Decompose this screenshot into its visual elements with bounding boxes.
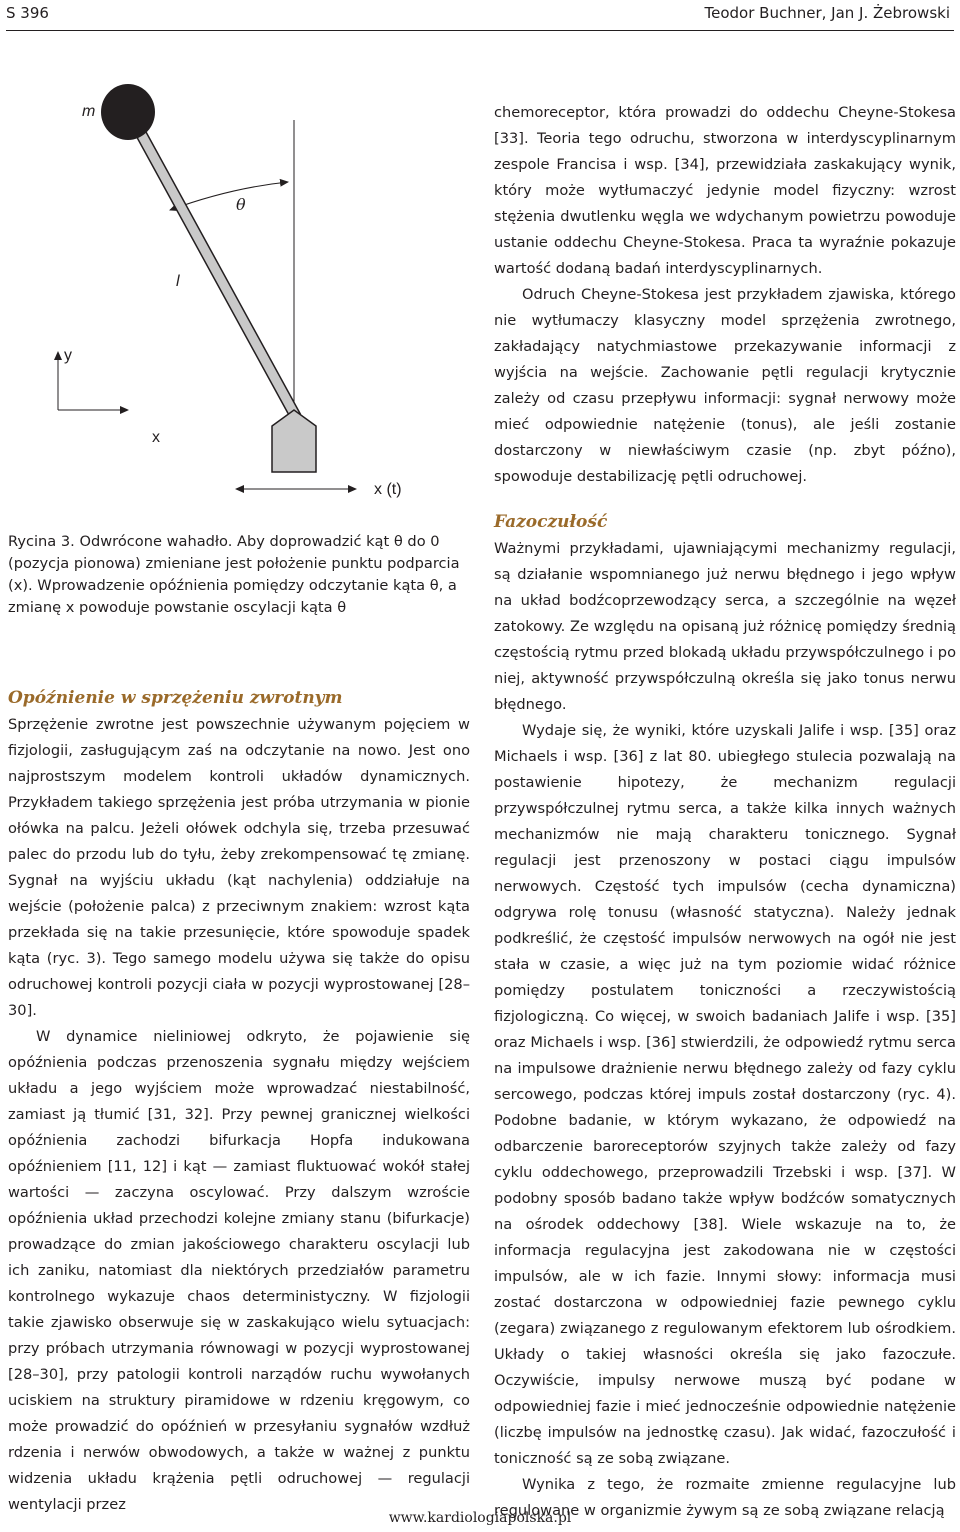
- footer-url: www.kardiologiapolska.pl: [388, 1510, 572, 1526]
- section-heading-phase-sensitivity: Fazoczułość: [494, 512, 608, 532]
- header-rule: [6, 30, 954, 31]
- paragraph: Odruch Cheyne-Stokesa jest przykładem zjawiska, którego nie wytłumaczy klasyczny model sprzężenia zwrotnego, zakładający natychmiastowe przekazywanie informacji z wyjścia na wejście. Zachowanie pętli regulacji krytycznie zależy od czasu przepływu informacji: sygnał nerwowy może mieć odpowiednie natężenie (tonus), ale jeśli zostanie dostarczony w niewłaściwym czasie (np. zbyt późno), spowoduje destabilizację pętli odruchowej.: [494, 286, 956, 485]
- right-column-top: [494, 100, 956, 490]
- paragraph: W dynamice nieliniowej odkryto, że pojawienie się opóźnienia podczas przenoszenia sygnału między wejściem układu a jego wyjściem może wprowadzać niestabilność, zamiast ją tłumić [31, 32]. Przy pewnej granicznej wielkości opóźnienia zachodzi bifurkacja Hopfa indukowana opóźnieniem [11, 12] i kąt — zamiast fluktuować wokół stałej wartości — zaczyna oscylować. Przy dalszym wzroście opóźnienia układ przechodzi kolejne zmiany stanu (bifurkacje) prowadzące do zmian jakościowego charakteru oscylacji lub ich zaniku, natomiast dla niektórych przedziałów parametru kontrolnego wykazuje chaos deterministyczny. W fizjologii takie zjawisko obserwuje się w zaskakująco wielu sytuacjach: przy próbach utrzymania równowagi w pozycji wyprostowanej [28–30], przy patologii kontroli narządów ruchu wywołanych uciskiem na struktury piramidowe w rdzeniu kręgowym, co może prowadzić do opóźnień w przesyłaniu sygnałów wzdłuż rdzenia i nerwów obwodowych, a także w ważnej z punktu widzenia układu krążenia pętli odruchowej — regulacji wentylacji przez: [8, 1028, 470, 1513]
- inverted-pendulum-figure: [0, 80, 480, 510]
- running-header-authors: Teodor Buchner, Jan J. Żebrowski: [704, 4, 950, 22]
- label-mass: m: [82, 103, 96, 120]
- paragraph: Sprzężenie zwrotne jest powszechnie używanym pojęciem w fizjologii, zasługującym zaś na odczytanie na nowo. Jest ono najprostszym modelem kontroli układów dynamicznych. Przykładem takiego sprzężenia jest próba utrzymania w pionie ołówka na palcu. Jeżeli ołówek odchyla się, trzeba przesuwać palec do przodu lub do tyłu, żeby zrekompensować tę zmianę. Sygnał na wyjściu układu (kąt nachylenia) oddziałuje na wejście (położenie palca) z przeciwnym znakiem: wzrost kąta przekłada się na takie przesunięcie, które spowoduje spadek kąta (ryc. 3). Tego samego modelu używa się także do opisu odruchowej kontroli pozycji ciała w pozycji wyprostowanej [28–30].: [8, 716, 470, 1019]
- paragraph: Ważnymi przykładami, ujawniającymi mechanizmy regulacji, są działanie wspomnianego już nerwu błędnego i jego wpływ na układ bodźcoprzewodzący serca, a szczególnie na węzeł zatokowy. Ze względu na opisaną już różnicę pomiędzy średnią częstością rytmu przed blokadą układu przywspółczulnego i po niej, aktywność przywspółczulną określa się jako tonus nerwu błędnego.: [494, 540, 956, 713]
- support-cart: [272, 410, 316, 472]
- paragraph: Wynika z tego, że rozmaite zmienne regulacyjne lub regulowane w organizmie żywym są ze sobą związane relacją: [494, 1476, 956, 1519]
- pendulum-rod-fill: [128, 110, 296, 417]
- figure-caption-label: Rycina 3.: [8, 533, 75, 550]
- paragraph: Wydaje się, że wyniki, które uzyskali Jalife i wsp. [35] oraz Michaels i wsp. [36] z lat 80. ubiegłego stulecia pozwalają na postawienie hipotezy, że mechanizm regulacji przywspółczulnej rytmu serca, a także kilka innych ważnych mechanizmów nie mają charakteru tonicznego. Sygnał regulacji jest przenoszony w postaci ciągu impulsów nerwowych. Częstość tych impulsów (cecha dynamiczna) odgrywa rolę tonusu (własność statyczna). Należy jednak podkreślić, że częstość impulsów nerwowych na ogół nie jest stała w czasie, a więc już na tym poziomie widać różnice pomiędzy postulatem toniczności a rzeczywistością fizjologiczną. Co więcej, w swoich badaniach Jalife i wsp. [35] oraz Michaels i wsp. [36] stwierdzili, że odpowiedź rytmu serca na impulsowe drażnienie nerwu błędnego zależy od fazy cyklu sercowego, podczas której impuls został dostarczony (ryc. 4). Podobne badanie, w którym wykazano, że odpowiedź na odbarczenie baroreceptorów szyjnych także zależy od fazy cyklu oddechowego, przeprowadzili Trzebski i wsp. [37]. W podobny sposób badano także wpływ bodźców somatycznych na ośrodek oddechowy [38]. Wiele wskazuje na to, że informacja regulacyjna jest zakodowana nie w częstości impulsów, ale w ich fazie. Innymi słowy: informacja musi zostać dostarczona w odpowiedniej fazie pewnego cyklu (zegara) związanego z regulowanym efektorem lub ośrodkiem. Układy o takiej własności określa się jako fazoczułe. Oczywiście, impulsy nerwowe muszą być podane w odpowiedniej fazie i mieć jednocześnie odpowiednie natężenie (liczbę impulsów na jednostkę czasu). Jak widać, fazoczułość i toniczność są ze sobą związane.: [494, 722, 956, 1467]
- paragraph: chemoreceptor, która prowadzi do oddechu Cheyne-Stokesa [33]. Teoria tego odruchu, stworzona w interdyscyplinarnym zespole Francisa i wsp. [34], przewidziała zaskakujący wynik, który może wytłumaczyć jedynie model fizyczny: wzrost stężenia dwutlenku węgla we wdychanym powietrzu powoduje ustanie oddechu Cheyne-Stokesa. Praca ta wyraźnie pokazuje wartość dodaną badań interdyscyplinarnych.: [494, 104, 956, 277]
- label-x-axis: x: [152, 429, 160, 446]
- pendulum-mass: [101, 84, 155, 140]
- page-number: S 396: [6, 4, 49, 22]
- label-y-axis: y: [64, 347, 72, 364]
- theta-angle-arc: [170, 182, 288, 210]
- right-column-bottom: [494, 510, 956, 1524]
- left-column: [8, 686, 470, 1518]
- figure-caption: [8, 531, 468, 619]
- label-x-of-t: x (t): [374, 481, 402, 498]
- label-length: l: [176, 273, 180, 290]
- label-theta: θ: [236, 195, 246, 214]
- section-heading-feedback-delay: Opóźnienie w sprzężeniu zwrotnym: [8, 688, 343, 708]
- figure-caption-text: Odwrócone wahadło. Aby doprowadzić kąt θ do 0 (pozycja pionowa) zmieniane jest położenie punktu podparcia (x). Wprowadzenie opóźnienia pomiędzy odczytanie kąta θ, a zmianę x powoduje powstanie oscylacji kąta θ: [8, 533, 460, 616]
